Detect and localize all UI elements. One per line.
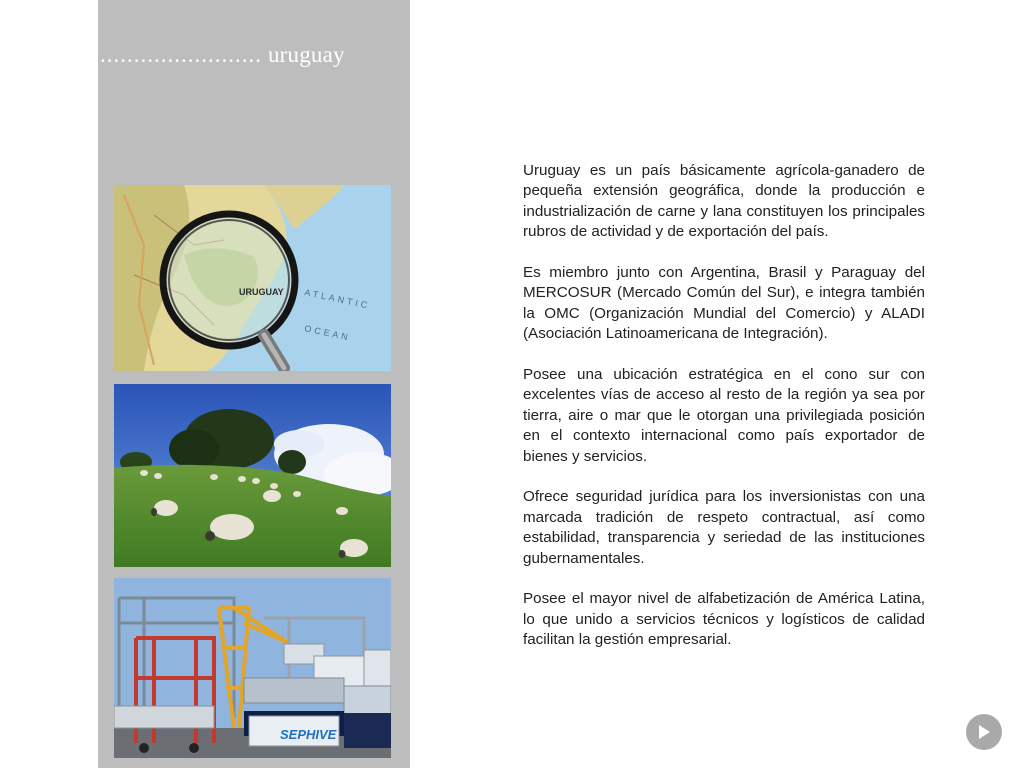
page-title <box>100 42 345 72</box>
port-cranes-graphic <box>114 578 391 758</box>
title-text: uruguay <box>267 42 345 67</box>
map-label-country: URUGUAY <box>239 287 284 297</box>
next-slide-button[interactable] <box>966 714 1002 750</box>
title-dots: ........................ <box>100 42 262 67</box>
paragraph-legal-security: Ofrece seguridad jurídica para los inversionistas con una marcada tradición de respeto contractual, así como estabilidad, transparencia y seriedad de las instituciones gubernamentales. <box>523 488 925 567</box>
port-cranes-photo <box>114 578 391 758</box>
map-label-ocean-2: OCEAN <box>303 323 352 343</box>
paragraph-economy: Uruguay es un país básicamente agrícola-ganadero de pequeña extensión geográfica, donde la producción e industrialización de carne y lana constituyen los principales rubros de actividad y de exportación del país. <box>523 162 925 241</box>
map-magnifier-photo <box>114 185 391 371</box>
map-magnifier-graphic <box>114 185 391 371</box>
paragraph-location: Posee una ubicación estratégica en el cono sur con excelentes vías de acceso al resto de la región ya sea por tierra, aire o mar que le otorgan una privilegiada posición en el contexto internacional como país exportador de bienes y servicios. <box>523 366 925 465</box>
container-brand-label: SEPHIVE <box>280 727 337 742</box>
paragraph-mercosur: Es miembro junto con Argentina, Brasil y Paraguay del MERCOSUR (Mercado Común del Sur), e integra también la OMC (Organización Mundial del Comercio) y ALADI (Asociación Latinoamericana de Integración). <box>523 264 925 343</box>
content-text <box>523 161 925 671</box>
map-label-ocean-1: ATLANTIC <box>303 287 372 311</box>
paragraph-literacy: Posee el mayor nivel de alfabetización de América Latina, lo que unido a servicios técnicos y logísticos de calidad facilitan la gestión empresarial. <box>523 590 925 649</box>
play-triangle-icon <box>976 723 992 741</box>
sheep-field-photo <box>114 384 391 567</box>
sheep-field-graphic <box>114 384 391 567</box>
